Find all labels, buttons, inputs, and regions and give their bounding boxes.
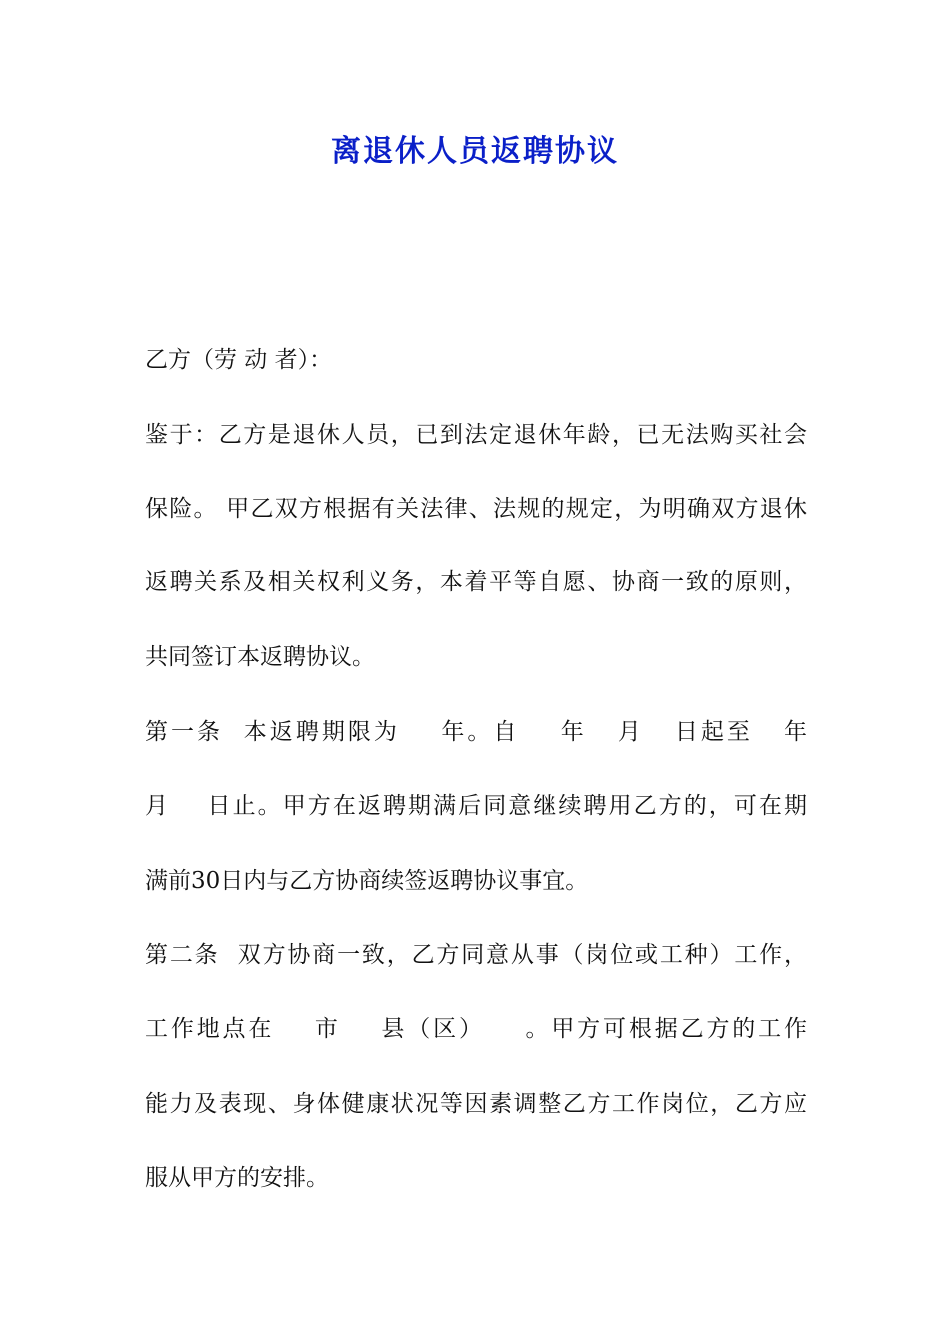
- text-line-9: 第二条 双方协商一致，乙方同意从事（岗位或工种）工作，: [145, 942, 807, 968]
- text-line-1: 乙方（劳 动 者）：: [145, 347, 333, 373]
- text-line-2: 鉴于：乙方是退休人员，已到法定退休年龄，已无法购买社会: [145, 422, 807, 448]
- text-line-7: 月 日止。甲方在返聘期满后同意继续聘用乙方的，可在期: [145, 793, 807, 819]
- text-line-6: 第一条 本返聘期限为 年。自 年 月 日起至 年: [145, 719, 807, 745]
- document-title: 离退休人员返聘协议: [331, 134, 619, 169]
- text-line-10: 工作地点在 市 县（区） 。甲方可根据乙方的工作: [145, 1016, 807, 1042]
- text-line-12: 服从甲方的安排。: [145, 1165, 329, 1191]
- text-line-5: 共同签订本返聘协议。: [145, 644, 375, 670]
- text-line-4: 返聘关系及相关权利义务，本着平等自愿、协商一致的原则，: [145, 569, 807, 595]
- text-line-11: 能力及表现、身体健康状况等因素调整乙方工作岗位，乙方应: [145, 1091, 807, 1117]
- text-line-3: 保险。 甲乙双方根据有关法律、法规的规定，为明确双方退休: [145, 496, 807, 522]
- text-line-8: 满前30日内与乙方协商续签返聘协议事宜。: [145, 868, 589, 894]
